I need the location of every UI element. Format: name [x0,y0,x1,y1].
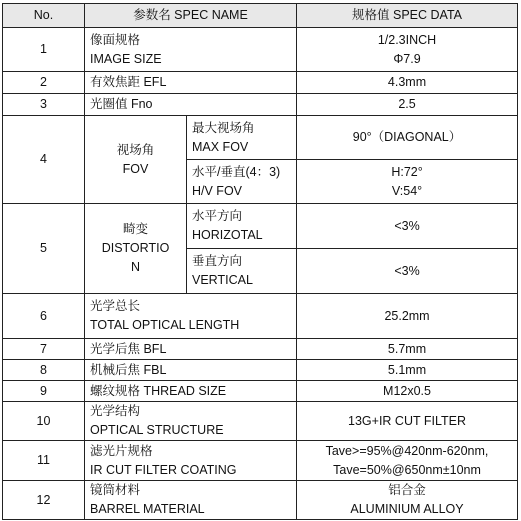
table-row [3,381,518,402]
spec-data-line: 5.7mm [387,341,427,356]
spec-table [2,3,518,520]
spec-name-line: 光学结构 [90,404,141,418]
table-row [3,294,518,339]
spec-data-cell [297,360,518,381]
spec-name-line: 水平/垂直(4：3) [192,164,281,179]
spec-data-line: 13G+IR CUT FILTER [348,413,466,428]
spec-name-line: 光圈值 Fno [90,97,153,111]
spec-name-line: 螺纹规格 THREAD SIZE [90,383,227,398]
spec-name-line: 光学后焦 BFL [90,341,167,356]
header-spec-data: 规格值 SPEC DATA [297,4,518,28]
spec-data-line: Tave>=95%@420nm-620nm, [325,443,489,458]
spec-group-cell [85,204,187,294]
spec-data-line: ALUMINIUM ALLOY [350,502,464,516]
spec-data-cell [297,441,518,481]
row-no: 5 [3,204,85,294]
spec-data-cell [297,28,518,72]
row-no: 10 [3,402,85,441]
row-no: 7 [3,339,85,360]
spec-name-line: 像面规格 [90,32,141,47]
spec-data-line: M12x0.5 [383,383,431,398]
table-row [3,441,518,481]
header-no: No. [3,4,85,28]
spec-data-line: V:54° [391,183,423,198]
spec-name-line: TOTAL OPTICAL LENGTH [90,318,240,332]
spec-name-cell [85,294,297,339]
spec-data-cell [297,116,518,160]
spec-data-cell [297,381,518,402]
spec-subname-cell [187,116,297,160]
spec-name-cell [85,441,297,481]
spec-data-line: <3% [394,218,420,233]
spec-data-line: Φ7.9 [393,51,421,66]
spec-data-line: H:72° [391,164,423,179]
spec-name-line: IR CUT FILTER COATING [90,462,237,477]
spec-name-cell [85,72,297,94]
spec-data-line: 90°（DIAGONAL） [352,130,462,144]
spec-name-line: H/V FOV [192,183,243,198]
row-no: 9 [3,381,85,402]
spec-name-line: 光学总长 [90,299,141,313]
spec-data-line: 25.2mm [384,308,430,323]
table-row [3,339,518,360]
spec-subname-cell [187,204,297,249]
spec-data-cell [297,204,518,249]
spec-name-line: BARREL MATERIAL [90,502,205,516]
spec-group-line: FOV [122,161,149,176]
spec-name-line: OPTICAL STRUCTURE [90,423,224,437]
spec-data-line: 5.1mm [387,362,427,377]
spec-data-cell [297,249,518,294]
spec-data-cell [297,94,518,116]
spec-data-cell [297,481,518,520]
spec-data-cell [297,339,518,360]
spec-subname-cell [187,160,297,204]
table-row [3,94,518,116]
spec-name-line: 水平方向 [192,209,243,223]
spec-name-line: 最大视场角 [192,120,255,135]
spec-data-cell [297,160,518,204]
row-no: 1 [3,28,85,72]
table-row [3,28,518,72]
spec-name-line: MAX FOV [192,139,249,154]
row-no: 3 [3,94,85,116]
spec-data-line: <3% [394,263,420,278]
spec-data-line: 4.3mm [387,75,427,89]
spec-data-line: 铝合金 [388,483,426,497]
spec-group-line: DISTORTIO [101,241,170,255]
spec-group-line: N [130,260,141,274]
spec-name-cell [85,339,297,360]
spec-subname-cell [187,249,297,294]
spec-name-cell [85,402,297,441]
spec-name-line: HORIZOTAL [192,228,263,242]
table-row [3,204,518,249]
spec-data-cell [297,72,518,94]
table-header-row [3,4,518,28]
spec-name-cell [85,481,297,520]
row-no: 11 [3,441,85,481]
row-no: 12 [3,481,85,520]
table-row [3,72,518,94]
spec-data-line: Tave=50%@650nm±10nm [333,462,481,477]
spec-name-line: IMAGE SIZE [90,51,162,66]
table-row [3,116,518,160]
spec-data-line: 1/2.3INCH [377,32,437,47]
spec-name-line: 有效焦距 EFL [90,75,167,89]
row-no: 4 [3,116,85,204]
table-row [3,360,518,381]
spec-group-line: 畸变 [122,222,148,236]
spec-name-cell [85,360,297,381]
table-row [3,402,518,441]
spec-name-cell [85,381,297,402]
spec-name-line: 镜筒材料 [90,483,141,497]
spec-name-cell [85,28,297,72]
spec-name-line: VERTICAL [192,273,253,287]
spec-data-cell [297,402,518,441]
table-row [3,481,518,520]
spec-name-cell [85,94,297,116]
row-no: 2 [3,72,85,94]
row-no: 8 [3,360,85,381]
spec-name-line: 垂直方向 [192,254,243,268]
spec-group-line: 视场角 [116,142,155,157]
spec-data-line: 2.5 [398,97,416,111]
spec-name-line: 机械后焦 FBL [90,362,167,377]
row-no: 6 [3,294,85,339]
header-spec-name: 参数名 SPEC NAME [85,4,297,28]
spec-data-cell [297,294,518,339]
spec-name-line: 滤光片规格 [90,443,153,458]
spec-group-cell [85,116,187,204]
